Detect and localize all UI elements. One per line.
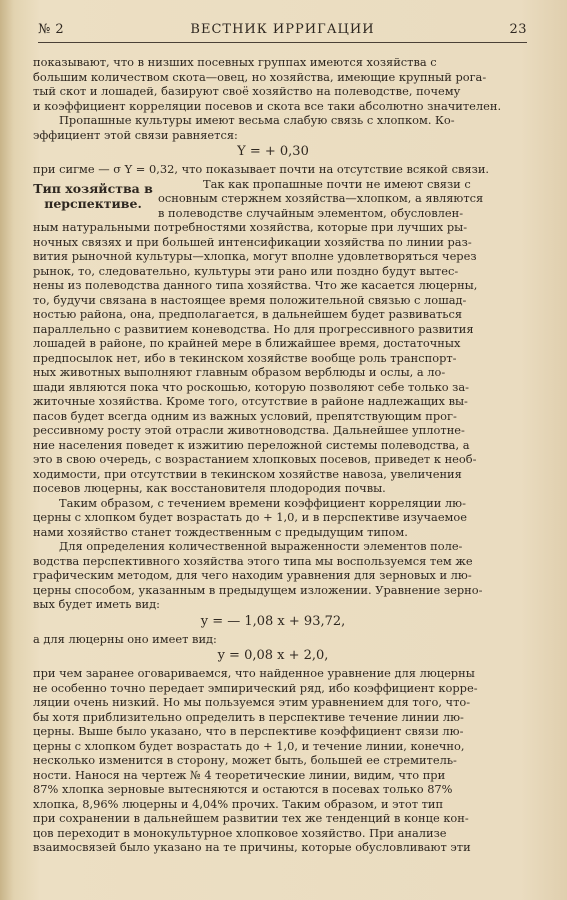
text-line: ным натуральными потребностями хозяйства, которые при лучших ры- [33,220,468,234]
text-line: в полеводстве случайным элементом, обусловлен- [158,205,464,220]
text-line: несколько изменится в сторону, может быть, большей ее стремитель- [33,753,457,767]
text-line: графическим методом, для чего находим уравнения для зерновых и лю- [33,568,472,582]
text-line: и коэффициент корреляции посевов и скота все таки абсолютно значителен. [33,98,502,113]
paragraph-8 [33,666,513,855]
text-line: цов переходит в монокультурное хлопковое хозяйство. При анализе [33,825,447,840]
paragraph-6 [33,539,513,612]
text-line: то, будучи связана в настоящее время положительной связью с лошад- [33,292,467,307]
text-line: ние населения поведет к изжитию переложной системы полеводства, а [33,437,470,452]
text-line: церны с хлопком будет возрастать до + 1,0, и течение линии, конечно, [33,738,465,753]
text-line: рессивному росту этой отрасли животноводства. Дальнейшее уплотне- [33,423,465,437]
text-line: эффициент этой связи равняется: [33,127,238,142]
paragraph-1 [33,55,513,113]
text-line: водства перспективного хозяйства этого типа мы воспользуемся тем же [33,553,473,568]
text-line: параллельно с развитием коневодства. Но для прогрессивного развития [33,321,474,336]
formula-grain: y = — 1,08 x + 93,72, [200,613,346,629]
text-line: шади являются пока что роскошью, которую позволяют себе только за- [33,379,470,394]
page-number: 23 [509,22,527,37]
issue-number: № 2 [38,22,65,37]
running-header [38,22,527,43]
text-line: Таким образом, с течением времени коэффициент корреляции лю- [59,495,466,510]
paragraph-5 [33,496,513,540]
text-line: вития рыночной культуры—хлопка, могут вполне удовлетворяться через [33,249,477,263]
formula-alfalfa: y = 0,08 x + 2,0, [217,648,329,663]
text-line: ходимости, при отсутствии в текинском хозяйстве навоза, увеличения [33,466,462,481]
paragraph-4 [33,220,513,496]
text-line: рынок, то, следовательно, культуры эти рано или поздно будут вытес- [33,263,459,278]
text-line: при сохранении в дальнейшем развитии тех же тенденций в конце кон- [33,811,469,825]
text-line: житочные хозяйства. Кроме того, отсутствие в районе надлежащих вы- [33,394,468,408]
text-line: показывают, что в низших посевных группах имеются хозяйства с [33,55,437,69]
text-line: основным стержнем хозяйства—хлопком, а являются [158,191,484,205]
text-line: не особенно точно передает эмпирический ряд, ибо коэффициент корре- [33,680,478,695]
text-line: посевов люцерны, как восстановителя плодородия почвы. [33,481,386,495]
section-perspective [33,177,513,221]
text-line: тый скот и лошадей, базируют своё хозяйство на полеводстве, почему [33,84,461,98]
text-line: ных животных выполняют главным образом верблюды и ослы, а ло- [33,365,446,379]
text-line: Для определения количественной выраженности элементов поле- [59,539,463,553]
text-line: взаимосвязей было указано на те причины, которые обусловливают эти [33,840,471,854]
text-line: хлопка, 8,96% люцерны и 4,04% прочих. Таким образом, и этот тип [33,796,444,811]
text-line: нами хозяйство станет тождественным с предыдущим типом. [33,524,408,539]
text-line: Так как пропашные почти не имеют связи с [203,176,471,191]
text-line: 87% хлопка зерновые вытесняются и остаются в посевах только 87% [33,782,453,796]
text-line: предпосылок нет, ибо в текинском хозяйстве вообще роль транспорт- [33,350,457,365]
text-line: бы хотя приблизительно определить в перспективе течение линии лю- [33,709,464,724]
text-line: при чем заранее оговариваемся, что найденное уравнение для люцерны [33,666,475,680]
text-line: пасов будет всегда одним из важных условий, препятствующим прог- [33,408,457,423]
text-line: церны способом, указанным в предыдущем изложении. Уравнение зерно- [33,582,483,597]
text-line: ности. Нанося на чертеж № 4 теоретические линии, видим, что при [33,767,446,782]
formula-correlation: Υ = + 0,30 [237,144,309,159]
text-line: большим количеством скота—овец, но хозяйства, имеющие крупный рога- [33,69,487,84]
text-line: ностью района, она, предполагается, в дальнейшем будет развиваться [33,307,463,321]
text-line: а для люцерны оно имеет вид: [33,631,217,646]
text-line: лошадей в районе, по крайней мере в ближайшее время, достаточных [33,336,461,350]
paragraph-2 [33,113,513,142]
section-sidehead: Тип хозяйства в перспективе. [33,180,153,211]
text-line: при сигме — σ Υ = 0,32, что показывает почти на отсутствие всякой связи. [33,162,490,176]
text-line: вых будет иметь вид: [33,597,160,611]
text-line: церны. Выше было указано, что в перспективе коэффициент связи лю- [33,724,464,738]
text-line: ночных связях и при большей интенсификации хозяйства по линии раз- [33,234,472,249]
text-line: нены из полеводства данного типа хозяйства. Что же касается люцерны, [33,278,478,292]
text-line: Пропашные культуры имеют весьма слабую связь с хлопком. Ко- [59,113,455,127]
text-line: церны с хлопком будет возрастать до + 1,0, и в перспективе изучаемое [33,510,468,524]
article-body [33,55,513,855]
text-line: ляции очень низкий. Но мы пользуемся этим уравнением для того, что- [33,695,471,709]
text-line: это в свою очередь, с возрастанием хлопковых посевов, приведет к необ- [33,452,477,466]
journal-title: ВЕСТНИК ИРРИГАЦИИ [190,22,375,37]
